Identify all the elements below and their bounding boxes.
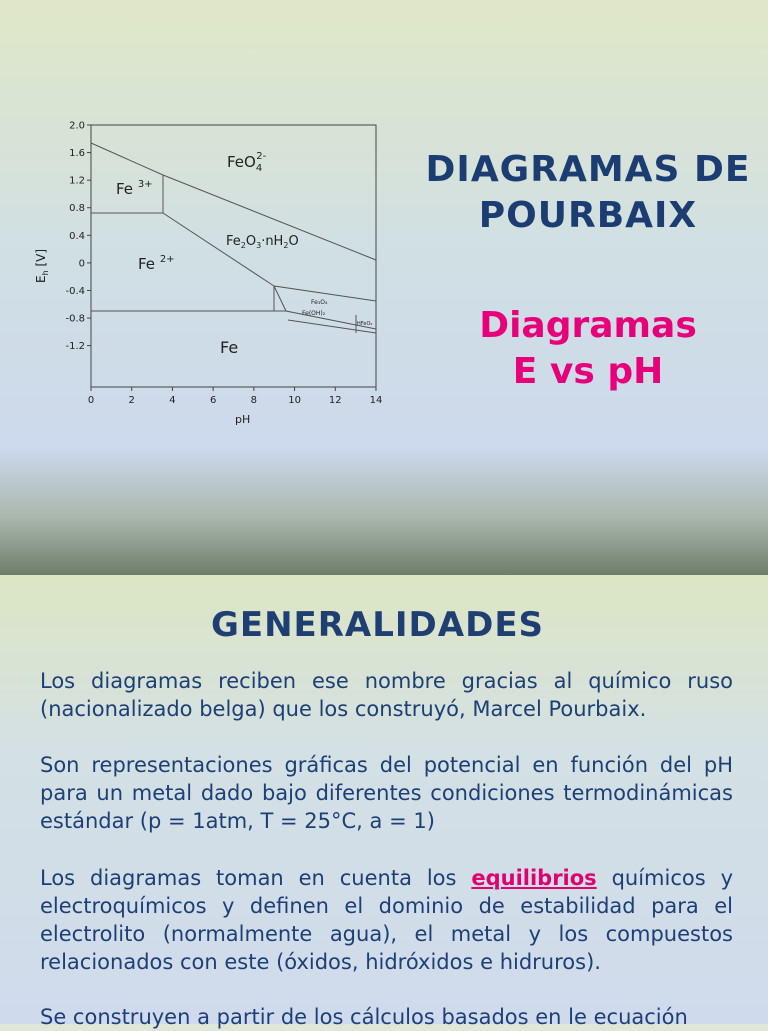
x-tick-label: 14 bbox=[369, 395, 383, 406]
label-feoh2: Fe(OH)₂ bbox=[302, 310, 326, 317]
boundary-fe3-oxide bbox=[163, 175, 274, 286]
label-feo4: FeO$_4$2- bbox=[227, 151, 267, 174]
y-axis-label: $E_h$ [V] bbox=[34, 248, 50, 283]
x-tick-label: 2 bbox=[128, 395, 135, 406]
x-tick-label: 4 bbox=[169, 395, 176, 406]
label-fe2: Fe $^{2+}$ bbox=[138, 254, 175, 273]
paragraph-2: Son representaciones gráficas del potencial en función del pH para un metal dado bajo diferentes condiciones termodinámicas estándar (p = 1atm, T = 25°C, a = 1) bbox=[40, 753, 733, 833]
subtitle-line-2: E vs pH bbox=[512, 351, 664, 392]
paragraph-3 bbox=[40, 864, 733, 976]
pourbaix-diagram bbox=[30, 115, 390, 430]
y-tick-label: 0.8 bbox=[69, 203, 85, 215]
label-fe3: Fe $^{3+}$ bbox=[116, 179, 153, 198]
page-subtitle bbox=[468, 303, 708, 395]
x-tick-label: 10 bbox=[288, 395, 301, 406]
paragraph-1: Los diagramas reciben ese nombre gracias al químico ruso (nacionalizado belga) que los construyó, Marcel Pourbaix. bbox=[40, 669, 733, 721]
x-tick-label: 0 bbox=[87, 395, 95, 406]
y-tick-label: 0 bbox=[78, 258, 85, 270]
label-fe3o4: Fe₃O₄ bbox=[311, 299, 328, 306]
label-hfeo2: HFeO₂ bbox=[357, 321, 373, 327]
y-tick-label: 0.4 bbox=[69, 230, 85, 242]
y-tick-label: 1.2 bbox=[69, 175, 85, 187]
y-tick-label: 1.6 bbox=[69, 148, 85, 160]
y-tick-label: -0.4 bbox=[65, 285, 85, 297]
y-tick-label: -1.2 bbox=[65, 341, 85, 353]
paragraph-3-end: químicos y electroquímicos y definen el dominio de estabilidad para el electrolito (normalmente agua), el metal y los compuestos relacionados con este (óxidos, hidróxidos e hidruros). bbox=[40, 866, 733, 974]
paragraph-4: Se construyen a partir de los cálculos basados en le ecuación bbox=[40, 1005, 688, 1029]
section-heading: GENERALIDADES bbox=[210, 605, 545, 645]
label-fe2o3: $Fe_2O_3\cdot nH_2O$ bbox=[226, 234, 299, 250]
x-tick-label: 12 bbox=[328, 395, 342, 406]
paragraph-3-start: Los diagramas toman en cuenta los bbox=[40, 866, 472, 890]
x-tick-label: 8 bbox=[250, 395, 258, 406]
label-fe-metal: Fe bbox=[220, 338, 239, 357]
x-axis-label: pH bbox=[235, 413, 251, 426]
subtitle-line-1: Diagramas bbox=[479, 305, 697, 346]
page-title: DIAGRAMAS DE POURBAIX bbox=[425, 149, 751, 236]
boundary-fe-fe2 bbox=[91, 286, 376, 311]
slide-generalidades bbox=[0, 575, 768, 1029]
x-tick-label: 6 bbox=[209, 395, 217, 406]
y-tick-label: 2.0 bbox=[69, 120, 85, 132]
equilibrios-link[interactable]: equilibrios bbox=[471, 866, 597, 890]
y-tick-label: -0.8 bbox=[65, 313, 85, 325]
